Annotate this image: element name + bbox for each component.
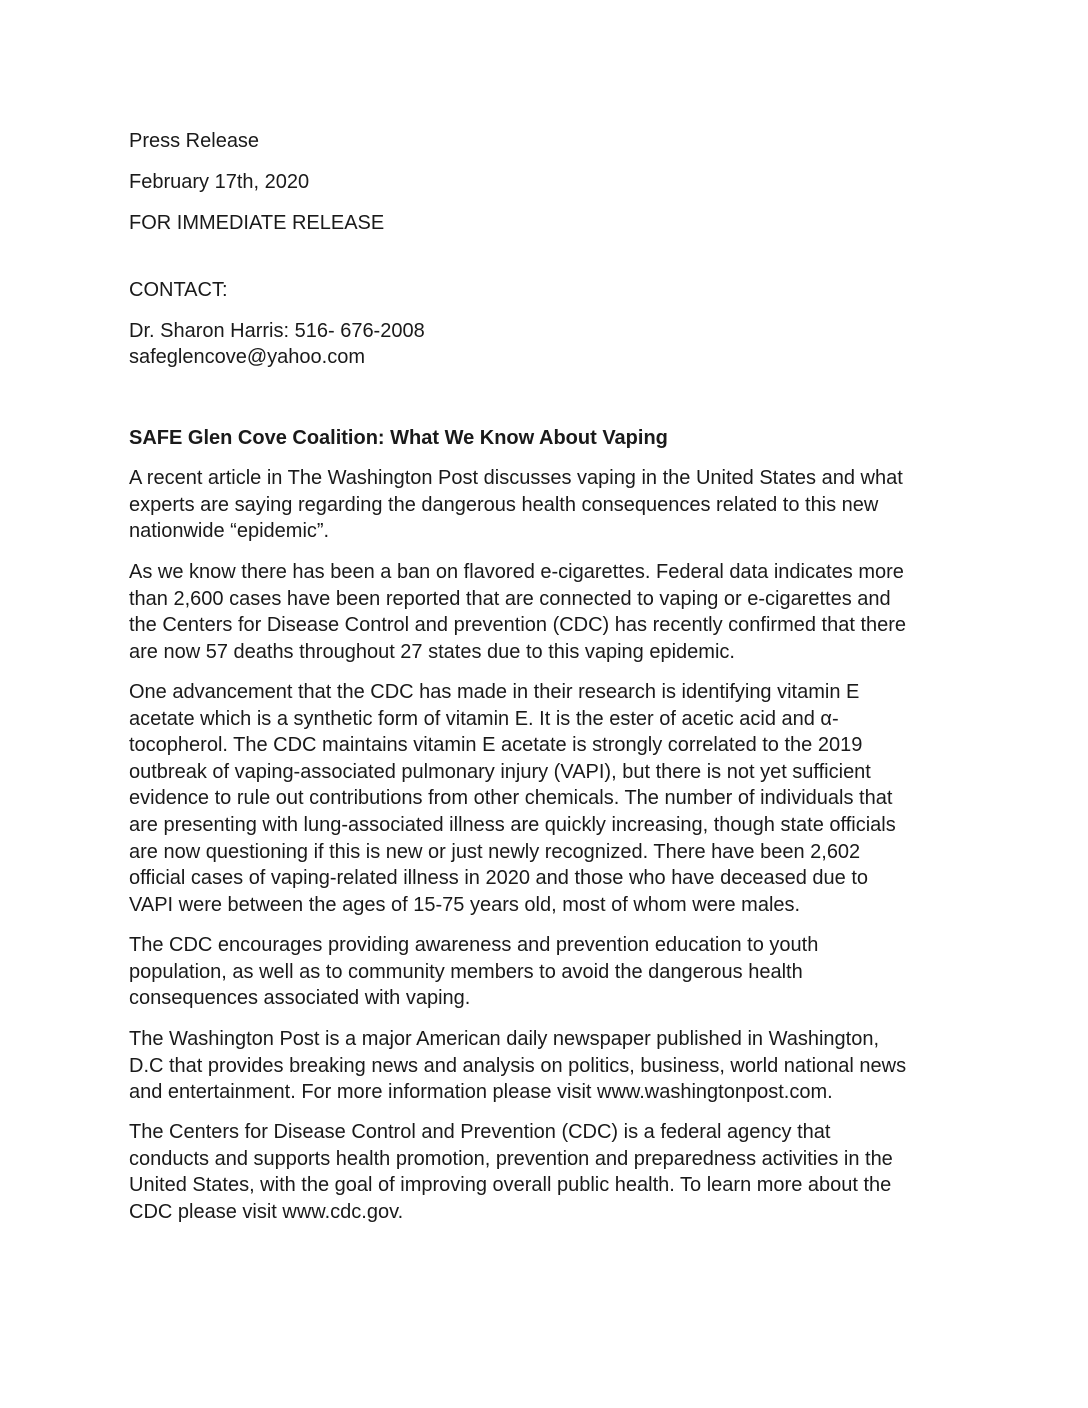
headline: SAFE Glen Cove Coalition: What We Know About Vaping bbox=[129, 427, 668, 449]
paragraph-line: A recent article in The Washington Post discusses vaping in the United States and what bbox=[129, 467, 903, 489]
paragraph-line: nationwide “epidemic”. bbox=[129, 520, 330, 543]
paragraph-line: The CDC encourages providing awareness and prevention education to youth bbox=[129, 934, 819, 956]
contact-name-phone: Dr. Sharon Harris: 516- 676-2008 bbox=[129, 320, 425, 342]
paragraph-line: are now questioning if this is new or just newly recognized. There have been 2,602 bbox=[129, 840, 861, 863]
contact-email: safeglencove@yahoo.com bbox=[129, 346, 365, 368]
paragraph-2 bbox=[129, 559, 969, 665]
contact-label: CONTACT: bbox=[129, 279, 228, 301]
paragraph-line: acetate which is a synthetic form of vitamin E. It is the ester of acetic acid and α- bbox=[129, 707, 839, 730]
paragraph-line: consequences associated with vaping. bbox=[129, 987, 471, 1010]
paragraph-line: evidence to rule out contributions from other chemicals. The number of individuals that bbox=[129, 787, 893, 810]
release-date: February 17th, 2020 bbox=[129, 171, 310, 193]
paragraph-line: CDC please visit www.cdc.gov. bbox=[129, 1200, 404, 1223]
paragraph-line: population, as well as to community members to avoid the dangerous health bbox=[129, 960, 803, 983]
paragraph-6 bbox=[129, 1119, 969, 1225]
paragraph-line: D.C that provides breaking news and analysis on politics, business, world national news bbox=[129, 1054, 907, 1077]
paragraph-line: tocopherol. The CDC maintains vitamin E acetate is strongly correlated to the 2019 bbox=[129, 734, 863, 757]
paragraph-line: VAPI were between the ages of 15-75 years old, most of whom were males. bbox=[129, 893, 801, 916]
paragraph-line: official cases of vaping-related illness in 2020 and those who have deceased due to bbox=[129, 867, 869, 890]
paragraph-line: The Washington Post is a major American daily newspaper published in Washington, bbox=[129, 1028, 880, 1050]
paragraph-1 bbox=[129, 465, 969, 545]
paragraph-line: the Centers for Disease Control and prevention (CDC) has recently confirmed that there bbox=[129, 614, 907, 637]
paragraph-line: The Centers for Disease Control and Prevention (CDC) is a federal agency that bbox=[129, 1121, 831, 1143]
paragraph-line: As we know there has been a ban on flavored e-cigarettes. Federal data indicates more bbox=[129, 561, 904, 583]
paragraph-3 bbox=[129, 679, 969, 918]
paragraph-line: and entertainment. For more information please visit www.washingtonpost.com. bbox=[129, 1081, 833, 1104]
paragraph-line: United States, with the goal of improving overall public health. To learn more about the bbox=[129, 1174, 892, 1197]
paragraph-4 bbox=[129, 932, 969, 1012]
paragraph-line: than 2,600 cases have been reported that are connected to vaping or e-cigarettes and bbox=[129, 587, 891, 610]
paragraph-line: experts are saying regarding the dangerous health consequences related to this new bbox=[129, 493, 879, 516]
paragraph-line: are presenting with lung-associated illness are quickly increasing, though state officials bbox=[129, 813, 896, 836]
paragraph-line: outbreak of vaping-associated pulmonary injury (VAPI), but there is not yet sufficient bbox=[129, 760, 871, 783]
paragraph-5 bbox=[129, 1026, 969, 1106]
paragraph-line: conducts and supports health promotion, prevention and preparedness activities in the bbox=[129, 1147, 893, 1170]
paragraph-line: One advancement that the CDC has made in their research is identifying vitamin E bbox=[129, 681, 860, 703]
doc-type: Press Release bbox=[129, 130, 260, 152]
paragraph-line: are now 57 deaths throughout 27 states due to this vaping epidemic. bbox=[129, 640, 735, 663]
release-notice: FOR IMMEDIATE RELEASE bbox=[129, 212, 385, 234]
